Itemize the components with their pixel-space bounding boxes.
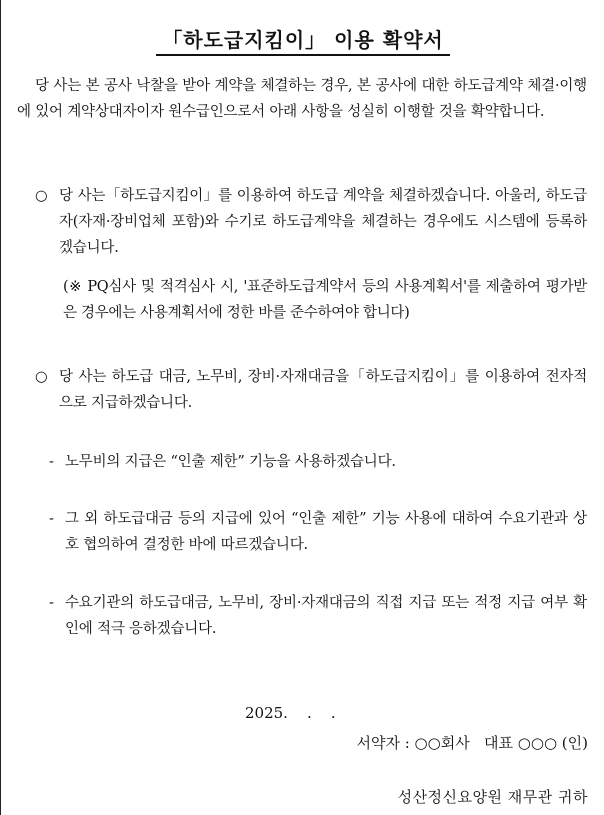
detail-item-direct-payment bbox=[49, 590, 587, 642]
document-title-text: 「하도급지킴이」 이용 확약서 bbox=[156, 24, 449, 56]
pq-note: (※ PQ심사 및 적격심사 시, '표준하도급계약서 등의 사용계획서'를 제출하여 평가받은 경우에는 사용계획서에 정한 바를 준수하여야 합니다) bbox=[63, 279, 587, 321]
dash-bullet-icon: - bbox=[49, 595, 54, 611]
circle-bullet-icon: ○ bbox=[35, 188, 48, 204]
pledge-item-payment bbox=[35, 364, 587, 416]
pledge-date: 2025. . . bbox=[245, 704, 336, 722]
pledge-item-text: 당 사는「하도급지킴이」를 이용하여 하도급 계약을 체결하겠습니다. 아울러, 하도급자(자재·장비업체 포함)와 수기로 하도급계약을 체결하는 경우에도 시스템에 등록하겠습니다. bbox=[59, 188, 587, 256]
detail-item-labor-cost bbox=[49, 449, 587, 475]
dash-bullet-icon: - bbox=[49, 454, 54, 470]
pledge-item-contract bbox=[35, 183, 587, 261]
intro-paragraph: 당 사는 본 공사 낙찰을 받아 계약을 체결하는 경우, 본 공사에 대한 하도급계약 체결·이행에 있어 계약상대자이자 원수급인으로서 아래 사항을 성실히 이행할 것을 확약합니다. bbox=[17, 78, 587, 120]
addressee-line: 성산정신요양원 재무관 귀하 bbox=[397, 788, 588, 806]
detail-item-text: 수요기관의 하도급대금, 노무비, 장비·자재대금의 직접 지급 또는 적정 지급 여부 확인에 적극 응하겠습니다. bbox=[65, 595, 587, 637]
detail-item-withdrawal-limit bbox=[49, 506, 587, 558]
dash-bullet-icon: - bbox=[49, 511, 54, 527]
circle-bullet-icon: ○ bbox=[35, 369, 48, 385]
document-title bbox=[1, 24, 604, 56]
signer-line: 서약자 : ○○회사 대표 ○○○ (인) bbox=[356, 734, 588, 752]
detail-item-text: 노무비의 지급은 “인출 제한” 기능을 사용하겠습니다. bbox=[65, 454, 396, 470]
pledge-item-text: 당 사는 하도급 대금, 노무비, 장비·자재대금을「하도급지킴이」를 이용하여 전자적으로 지급하겠습니다. bbox=[59, 369, 587, 411]
detail-item-text: 그 외 하도급대금 등의 지급에 있어 “인출 제한” 기능 사용에 대하여 수요기관과 상호 협의하여 결정한 바에 따르겠습니다. bbox=[65, 511, 587, 553]
